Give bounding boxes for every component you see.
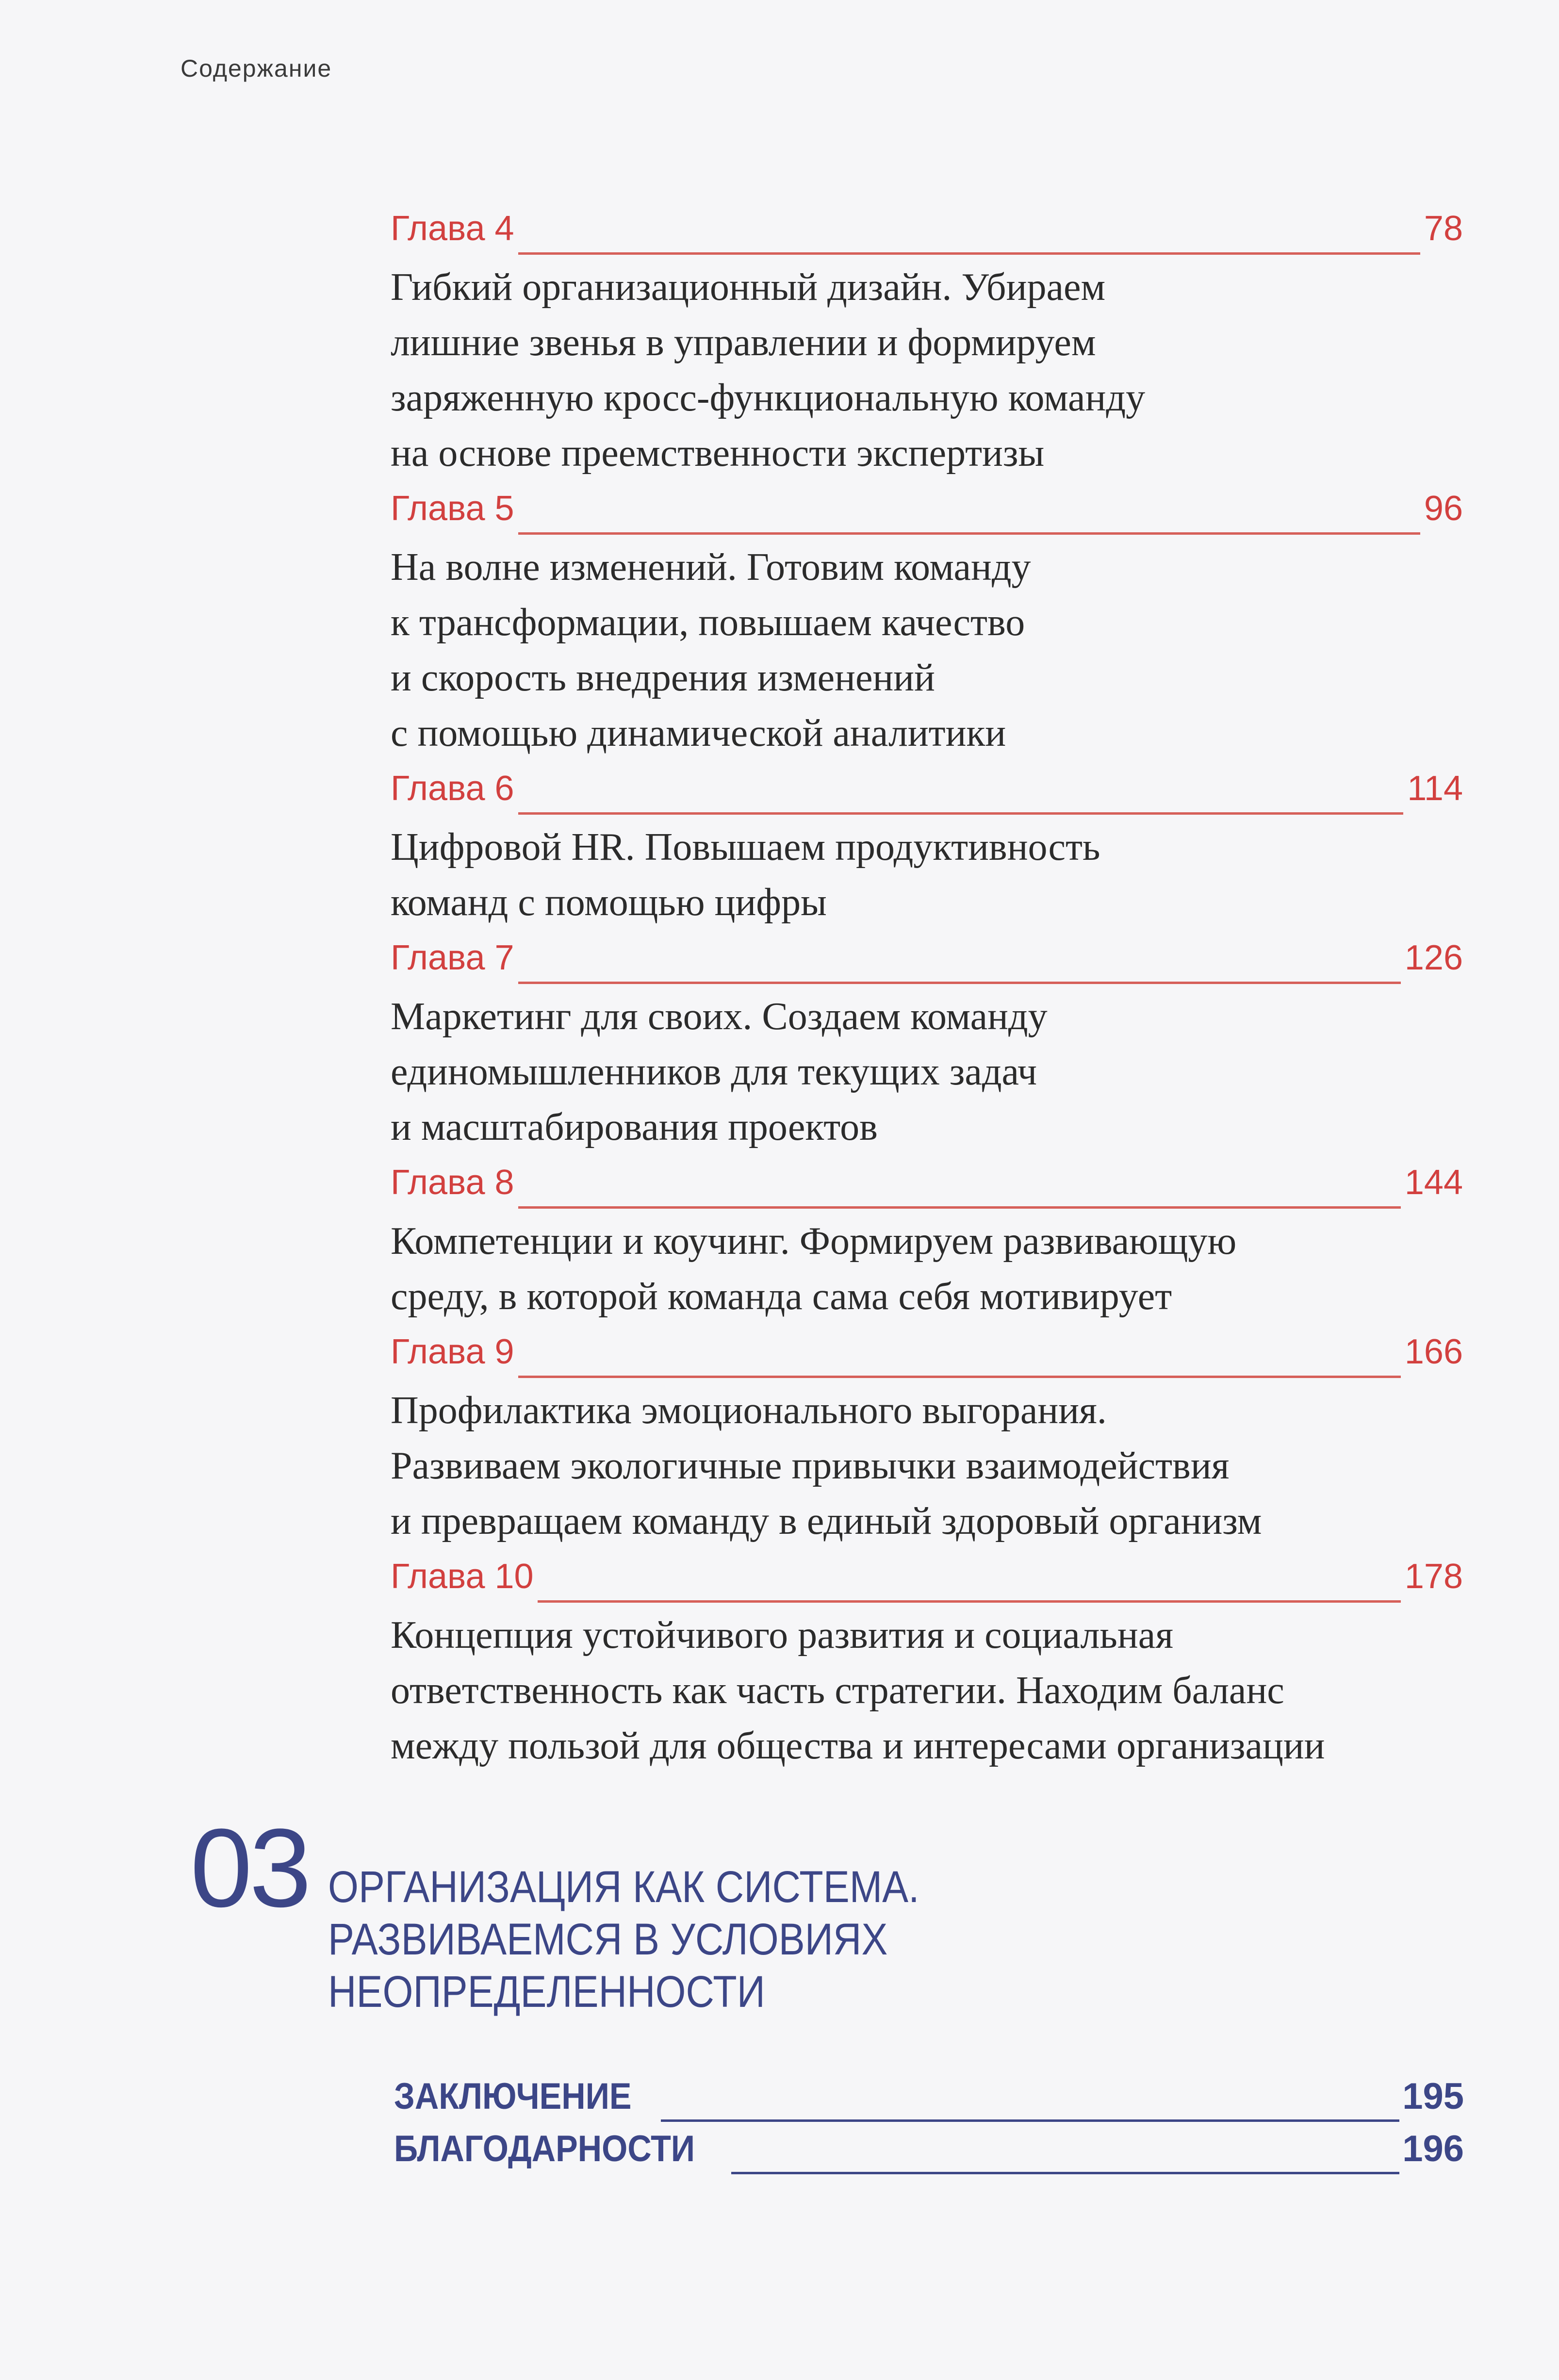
chapter-description: [391, 1214, 1463, 1324]
chapter-heading: [391, 1327, 1463, 1378]
description-line: Профилактика эмоционального выгорания.: [391, 1389, 1107, 1432]
description-line: Развиваем экологичные привычки взаимодействия: [391, 1444, 1230, 1487]
description-line: и скорость внедрения изменений: [391, 657, 935, 699]
toc-entry-chapter-4[interactable]: [391, 204, 1463, 481]
chapter-heading: [391, 484, 1463, 535]
page-number: 195: [1402, 2076, 1464, 2117]
leader-line: [518, 982, 1401, 984]
chapter-heading: [391, 204, 1463, 255]
toc-entry-chapter-7[interactable]: [391, 933, 1463, 1155]
entry-label: БЛАГОДАРНОСТИ: [394, 2128, 695, 2169]
toc-entry-conclusion[interactable]: [394, 2069, 1464, 2122]
chapter-label: Глава 7: [391, 938, 514, 977]
end-matter-list: [394, 2069, 1464, 2174]
chapter-label: Глава 6: [391, 769, 514, 808]
description-line: единомышленников для текущих задач: [391, 1050, 1037, 1093]
page-number: 78: [1424, 209, 1463, 248]
part-title-line: НЕОПРЕДЕЛЕННОСТИ: [328, 1967, 765, 2017]
description-line: заряженную кросс-функциональную команду: [391, 377, 1146, 419]
toc-entry-acknowledgements[interactable]: [394, 2122, 1464, 2174]
chapter-description: [391, 1608, 1463, 1773]
description-line: с помощью динамической аналитики: [391, 712, 1006, 755]
entry-label: ЗАКЛЮЧЕНИЕ: [394, 2076, 632, 2117]
chapter-heading: [391, 933, 1463, 984]
leader-line: [661, 2119, 1399, 2122]
chapter-label: Глава 9: [391, 1332, 514, 1371]
toc-entry-chapter-5[interactable]: [391, 484, 1463, 761]
description-line: На волне изменений. Готовим команду: [391, 546, 1031, 589]
page-number: 166: [1404, 1332, 1463, 1371]
chapter-label: Глава 10: [391, 1557, 534, 1596]
description-line: Гибкий организационный дизайн. Убираем: [391, 266, 1106, 309]
chapter-heading: [391, 1158, 1463, 1209]
description-line: среду, в которой команда сама себя мотивирует: [391, 1275, 1172, 1318]
leader-line: [518, 812, 1404, 815]
description-line: команд с помощью цифры: [391, 881, 827, 924]
chapter-description: [391, 1383, 1463, 1549]
leader-line: [518, 1206, 1401, 1209]
leader-line: [518, 532, 1420, 535]
leader-line: [518, 1376, 1401, 1378]
page-number: 96: [1424, 489, 1463, 528]
chapter-description: [391, 989, 1463, 1155]
chapter-description: [391, 540, 1463, 761]
description-line: и превращаем команду в единый здоровый организм: [391, 1500, 1262, 1543]
leader-line: [538, 1600, 1401, 1603]
page-number: 196: [1402, 2128, 1464, 2169]
chapter-description: [391, 820, 1463, 930]
description-line: и масштабирования проектов: [391, 1106, 878, 1149]
chapter-heading: [391, 1552, 1463, 1603]
description-line: Концепция устойчивого развития и социальная: [391, 1614, 1174, 1657]
page-number: 114: [1407, 769, 1463, 808]
description-line: Компетенции и коучинг. Формируем развивающую: [391, 1220, 1237, 1263]
part-heading[interactable]: [190, 1806, 1000, 2018]
toc-entry-chapter-6[interactable]: [391, 764, 1463, 930]
chapter-description: [391, 260, 1463, 481]
part-number: 03: [190, 1806, 309, 1930]
running-head: Содержание: [181, 55, 332, 82]
description-line: на основе преемственности экспертизы: [391, 432, 1045, 475]
description-line: к трансформации, повышаем качество: [391, 601, 1025, 644]
toc-entry-chapter-10[interactable]: [391, 1552, 1463, 1773]
page-number: 178: [1404, 1557, 1463, 1596]
leader-line: [518, 252, 1420, 255]
leader-line: [731, 2172, 1399, 2174]
description-line: между пользой для общества и интересами организации: [391, 1724, 1325, 1767]
chapter-label: Глава 8: [391, 1163, 514, 1202]
page-number: 144: [1404, 1163, 1463, 1202]
page-number: 126: [1404, 938, 1463, 977]
description-line: лишние звенья в управлении и формируем: [391, 321, 1096, 364]
chapter-heading: [391, 764, 1463, 815]
toc-entry-chapter-8[interactable]: [391, 1158, 1463, 1324]
description-line: ответственность как часть стратегии. Находим баланс: [391, 1669, 1284, 1712]
toc-chapter-list: [391, 204, 1463, 1776]
chapter-label: Глава 4: [391, 209, 514, 248]
description-line: Цифровой HR. Повышаем продуктивность: [391, 826, 1100, 869]
chapter-label: Глава 5: [391, 489, 514, 528]
part-title-line: ОРГАНИЗАЦИЯ КАК СИСТЕМА.: [328, 1862, 919, 1912]
part-title-line: РАЗВИВАЕМСЯ В УСЛОВИЯХ: [328, 1915, 888, 1964]
part-title: [328, 1861, 919, 2018]
toc-entry-chapter-9[interactable]: [391, 1327, 1463, 1549]
description-line: Маркетинг для своих. Создаем команду: [391, 995, 1048, 1038]
